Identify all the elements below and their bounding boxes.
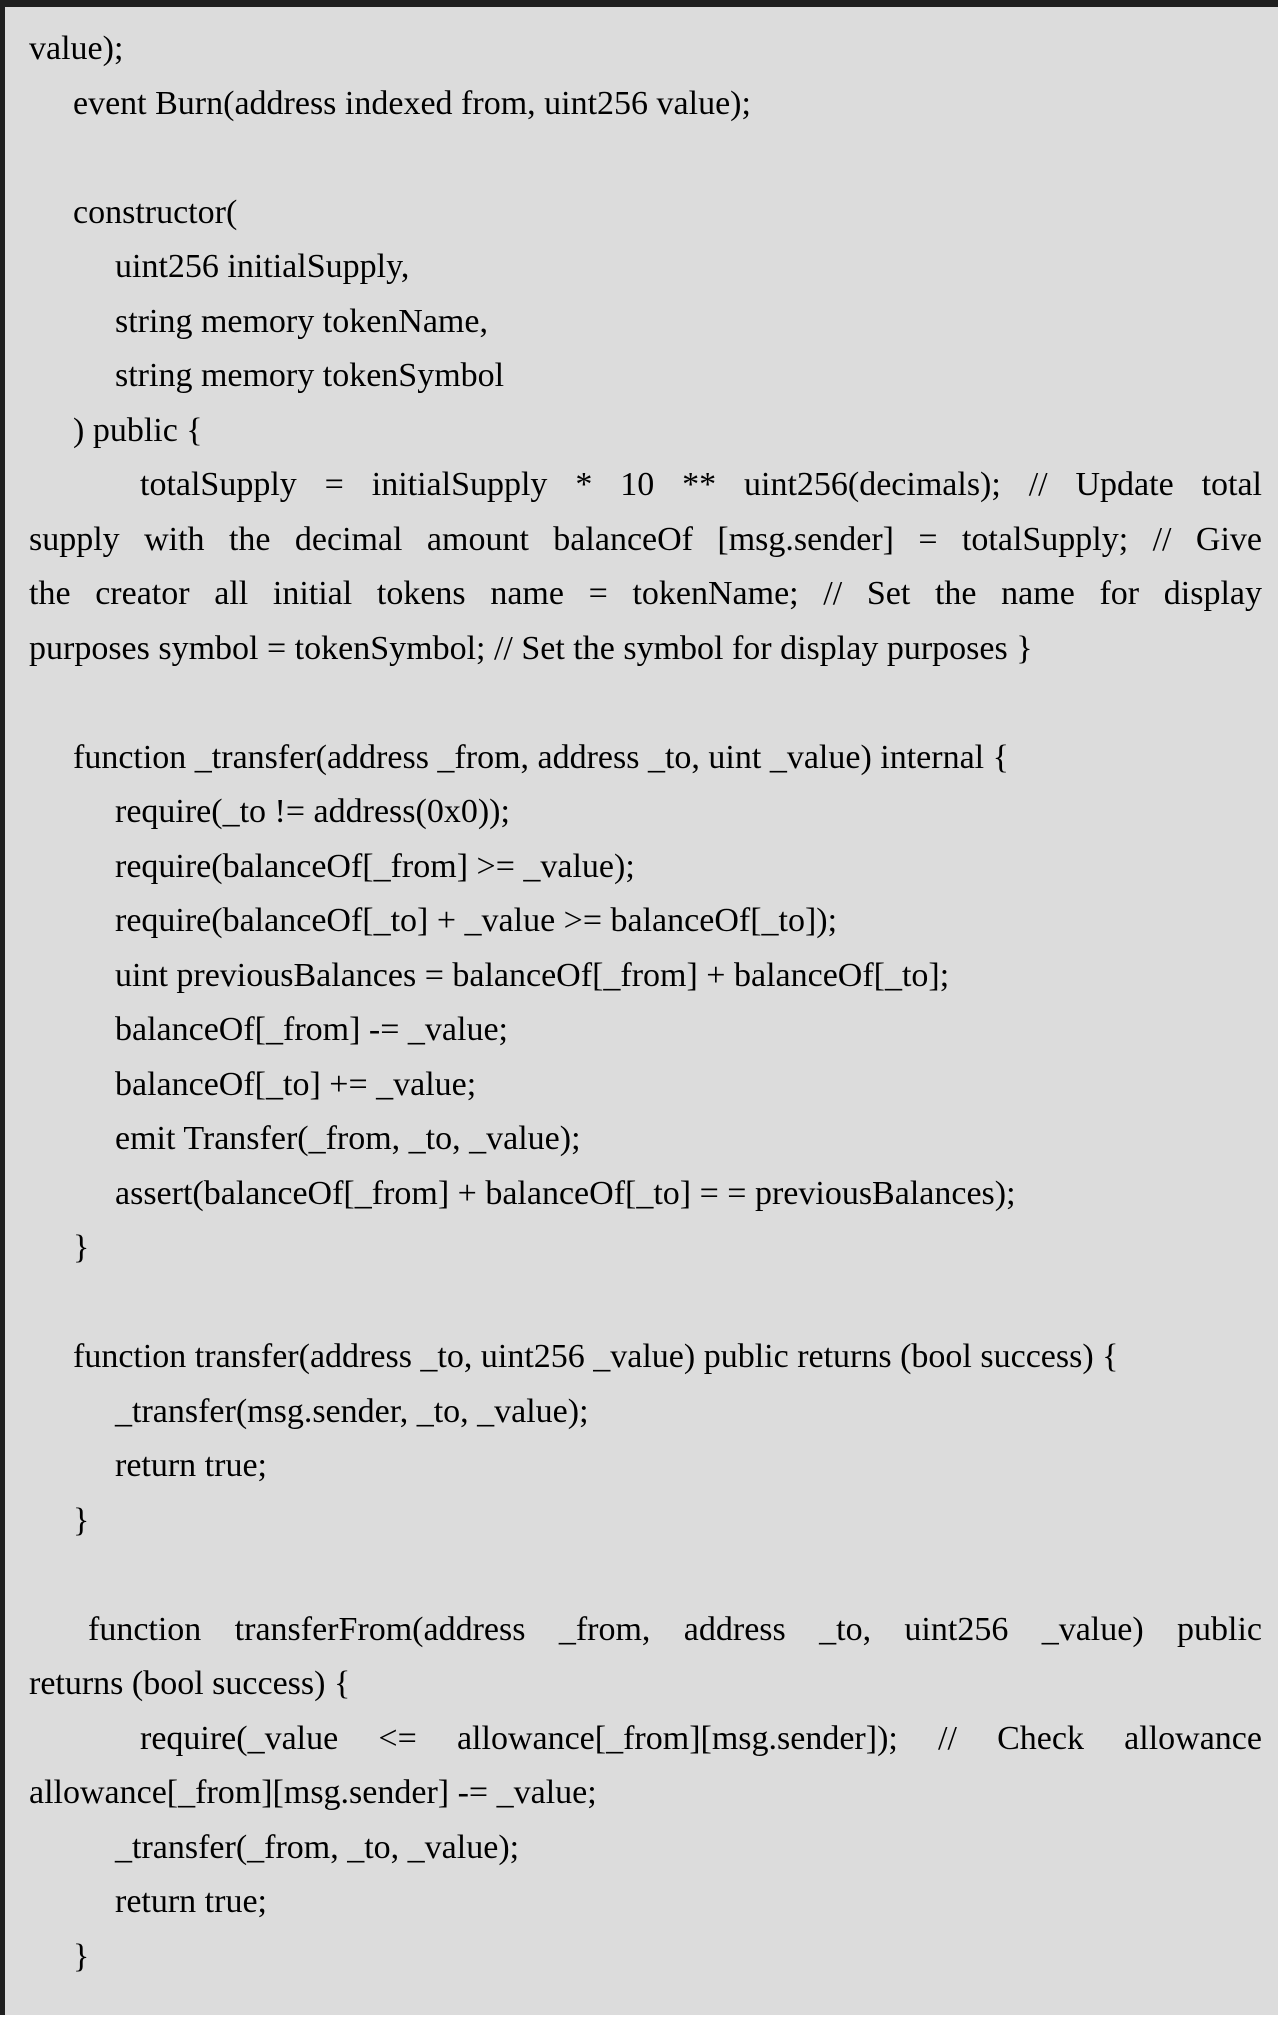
code-line: event Burn(address indexed from, uint256 value);: [73, 84, 751, 122]
code-line: supply with the decimal amount balanceOf [msg.sender] = totalSupply; // Give: [29, 520, 1262, 558]
blank-line: [29, 676, 1262, 731]
code-line: emit Transfer(_from, _to, _value);: [115, 1120, 581, 1157]
code-line: require(balanceOf[_to] + _value >= balanceOf[_to]);: [115, 902, 838, 939]
code-line: _transfer(msg.sender, _to, _value);: [115, 1392, 589, 1430]
code-block: [5, 7, 1278, 1984]
code-line: allowance[_from][msg.sender] -= _value;: [29, 1774, 597, 1811]
code-line: uint previousBalances = balanceOf[_from] + balanceOf[_to];: [115, 956, 950, 994]
code-line: }: [73, 1229, 90, 1266]
blank-line: [29, 1548, 1262, 1603]
code-line: _transfer(_from, _to, _value);: [115, 1828, 520, 1866]
code-line: balanceOf[_to] += _value;: [115, 1065, 477, 1103]
code-line: purposes symbol = tokenSymbol; // Set the symbol for display purposes }: [29, 629, 1033, 667]
code-line: string memory tokenName,: [115, 302, 488, 340]
code-line: assert(balanceOf[_from] + balanceOf[_to] = = previousBalances);: [115, 1174, 1016, 1212]
code-line: totalSupply = initialSupply * 10 ** uint256(decimals); // Update total: [140, 466, 1262, 503]
code-line: uint256 initialSupply,: [115, 248, 410, 285]
code-line: function transfer(address _to, uint256 _value) public returns (bool success) {: [73, 1338, 1119, 1375]
code-line: balanceOf[_from] -= _value;: [115, 1011, 508, 1048]
code-line: require(balanceOf[_from] >= _value);: [115, 847, 635, 885]
code-line: string memory tokenSymbol: [115, 357, 505, 394]
code-line: return true;: [115, 1883, 267, 1920]
code-line: }: [73, 1501, 90, 1539]
code-line: require(_value <= allowance[_from][msg.sender]); // Check allowance: [140, 1719, 1262, 1757]
code-line: ) public {: [73, 411, 203, 449]
code-line: constructor(: [73, 193, 238, 231]
code-line: function transferFrom(address _from, address _to, uint256 _value) public: [88, 1610, 1262, 1648]
blank-line: [29, 1276, 1262, 1331]
code-line: }: [73, 1937, 90, 1975]
code-line: return true;: [115, 1447, 267, 1484]
code-line: function _transfer(address _from, address _to, uint _value) internal {: [73, 738, 1009, 776]
code-line: require(_to != address(0x0));: [115, 793, 510, 830]
code-line: returns (bool success) {: [29, 1665, 351, 1702]
blank-line: [29, 131, 1262, 186]
code-line: value);: [29, 30, 124, 67]
code-line: the creator all initial tokens name = tokenName; // Set the name for display: [29, 575, 1262, 612]
